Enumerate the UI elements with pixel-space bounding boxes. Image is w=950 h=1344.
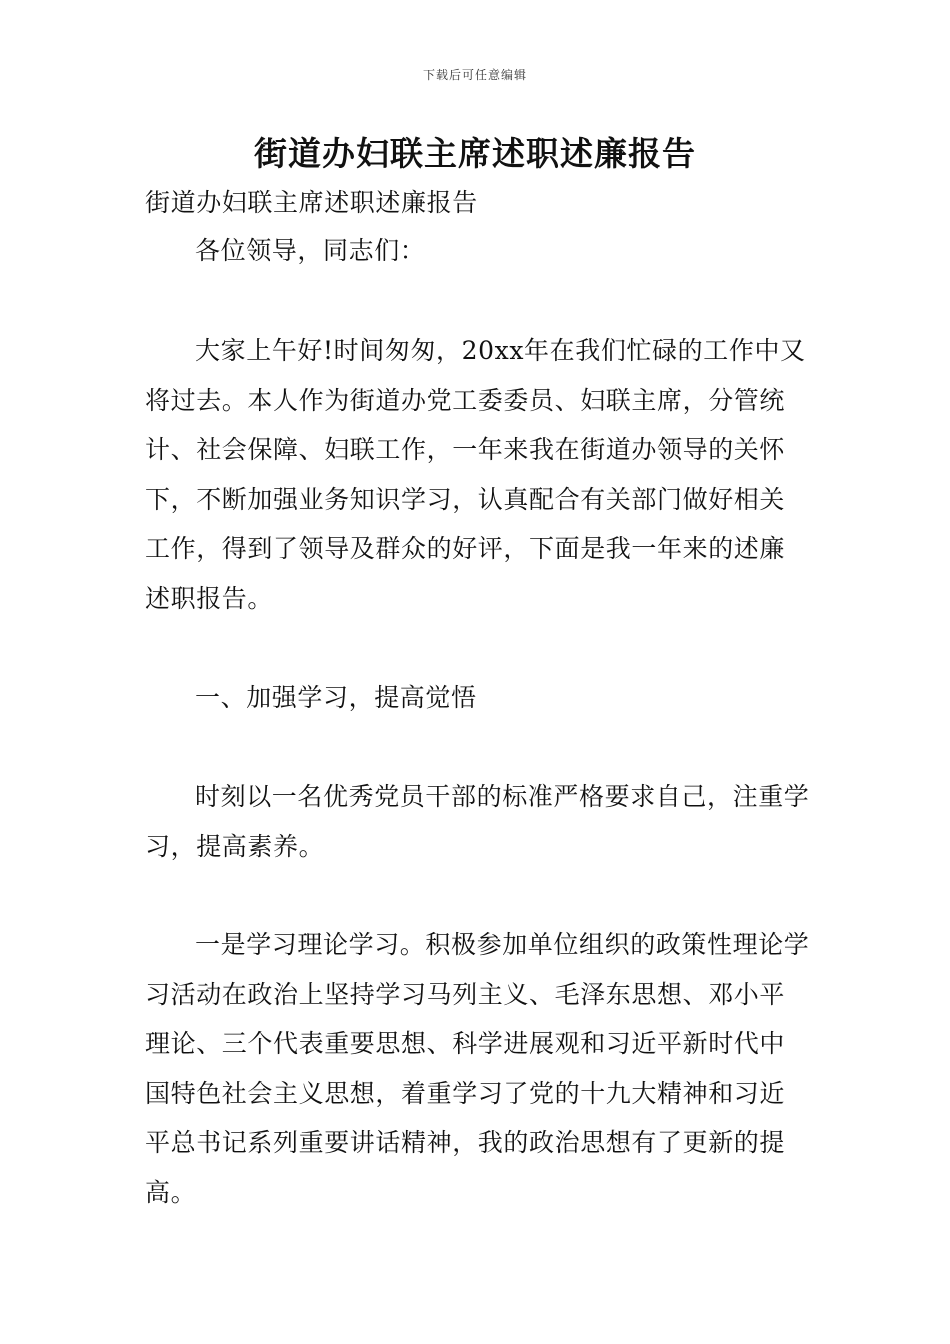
section-heading: 一、加强学习，提高觉悟: [195, 683, 477, 712]
header-note: 下载后可任意编辑: [422, 68, 527, 82]
greeting-line: 各位领导，同志们：: [195, 236, 426, 265]
document-subtitle: 街道办妇联主席述职述廉报告: [145, 188, 478, 217]
document-title: 街道办妇联主席述职述廉报告: [254, 134, 696, 173]
paragraph-study: 时刻以一名优秀党员干部的标准严格要求自己，注重学习，提高素养。: [145, 782, 810, 861]
paragraph-intro: 大家上午好!时间匆匆，20xx年在我们忙碌的工作中又将过去。本人作为街道办党工委委员、妇联主席，分管统计、社会保障、妇联工作，一年来我在街道办领导的关怀下，不断加强业务知识学习，认真配合有关部门做好相关工作，得到了领导及群众的好评，下面是我一年来的述廉述职报告。: [145, 336, 806, 613]
paragraph-theory: 一是学习理论学习。积极参加单位组织的政策性理论学习活动在政治上坚持学习马列主义、毛泽东思想、邓小平理论、三个代表重要思想、科学进展观和习近平新时代中国特色社会主义思想，着重学习了党的十九大精神和习近平总书记系列重要讲话精神，我的政治思想有了更新的提高。: [145, 930, 810, 1207]
